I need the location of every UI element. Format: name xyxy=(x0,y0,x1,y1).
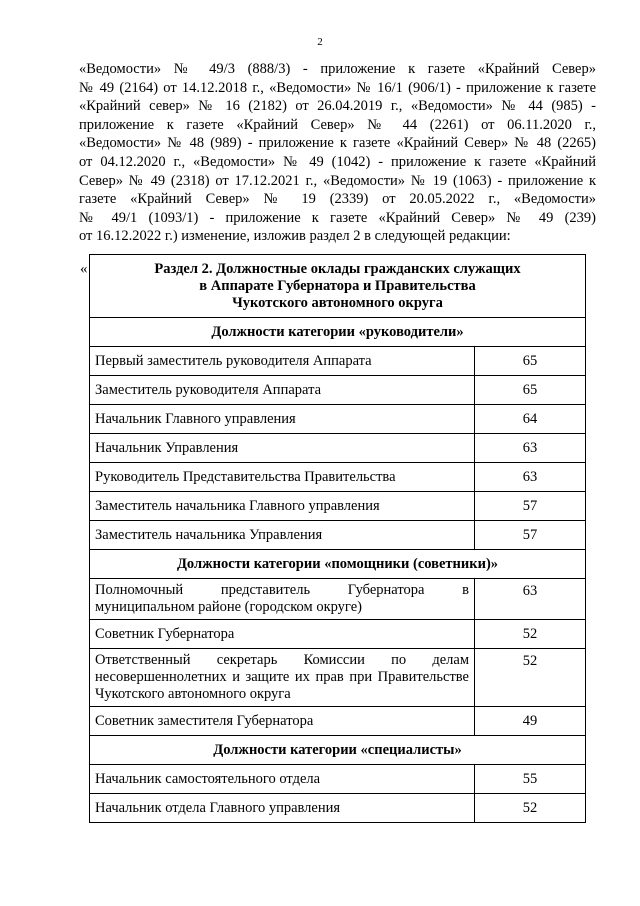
table-row xyxy=(90,463,586,492)
intro-line: от 16.12.2022 г.) изменение, изложив раздел 2 в следующей редакции: xyxy=(79,228,511,245)
salary-value: 49 xyxy=(475,707,586,736)
position-name: Руководитель Представительства Правительства xyxy=(90,463,475,492)
salary-value: 63 xyxy=(475,579,586,620)
position-name: Начальник отдела Главного управления xyxy=(90,794,475,823)
table-row xyxy=(90,765,586,794)
table-row xyxy=(90,376,586,405)
category-title: Должности категории «руководители» xyxy=(90,318,586,347)
table-row xyxy=(90,794,586,823)
table-row xyxy=(90,521,586,550)
position-name: Первый заместитель руководителя Аппарата xyxy=(90,347,475,376)
salary-value: 52 xyxy=(475,649,586,707)
caption-line: Чукотского автономного округа xyxy=(232,294,443,311)
page-number: 2 xyxy=(317,36,323,48)
position-name: Начальник Управления xyxy=(90,434,475,463)
intro-line: «Крайний север» № 16 (2182) от 26.04.2019 г., «Ведомости» № 44 (985) - xyxy=(79,98,596,115)
position-name: Ответственный секретарь Комиссии по делам несовершеннолетних и защите их прав при Правительстве Чукотского автономного округа xyxy=(90,649,475,707)
category-row xyxy=(90,736,586,765)
category-row xyxy=(90,550,586,579)
table-row xyxy=(90,620,586,649)
intro-line: газете «Крайний Север» № 19 (2339) от 20.05.2022 г., «Ведомости» xyxy=(79,191,596,208)
intro-line: № 49/1 (1093/1) - приложение к газете «Крайний Север» № 49 (239) xyxy=(79,209,596,226)
table-row xyxy=(90,405,586,434)
caption-line: в Аппарате Губернатора и Правительства xyxy=(199,277,476,294)
intro-line: «Ведомости» № 49/3 (888/3) - приложение к газете «Крайний Север» xyxy=(79,61,596,77)
salary-table xyxy=(89,254,586,823)
intro-paragraph xyxy=(79,60,596,246)
table-caption-row xyxy=(90,255,586,318)
salary-value: 65 xyxy=(475,376,586,405)
salary-value: 55 xyxy=(475,765,586,794)
table-caption xyxy=(90,255,586,318)
table-row xyxy=(90,434,586,463)
table-row xyxy=(90,649,586,707)
position-name: Советник Губернатора xyxy=(90,620,475,649)
salary-value: 52 xyxy=(475,794,586,823)
intro-line: Север» № 49 (2318) от 17.12.2021 г., «Ведомости» № 19 (1063) - приложение к xyxy=(79,172,596,189)
position-name: Заместитель руководителя Аппарата xyxy=(90,376,475,405)
salary-value: 63 xyxy=(475,434,586,463)
caption-line: Раздел 2. Должностные оклады гражданских служащих xyxy=(154,260,521,277)
category-title: Должности категории «помощники (советники)» xyxy=(90,550,586,579)
salary-value: 52 xyxy=(475,620,586,649)
table-row xyxy=(90,492,586,521)
category-row xyxy=(90,318,586,347)
intro-line: № 49 (2164) от 14.12.2018 г., «Ведомости» № 16/1 (906/1) - приложение к газете xyxy=(79,79,596,96)
position-name: Советник заместителя Губернатора xyxy=(90,707,475,736)
table-row xyxy=(90,347,586,376)
salary-value: 63 xyxy=(475,463,586,492)
intro-line: от 04.12.2020 г., «Ведомости» № 49 (1042) - приложение к газете «Крайний xyxy=(79,153,596,170)
table-row xyxy=(90,707,586,736)
salary-value: 57 xyxy=(475,521,586,550)
intro-line: приложение к газете «Крайний Север» № 44 (2261) от 06.11.2020 г., xyxy=(79,116,596,133)
category-title: Должности категории «специалисты» xyxy=(90,736,586,765)
table-row xyxy=(90,579,586,620)
salary-value: 65 xyxy=(475,347,586,376)
position-name: Заместитель начальника Главного управления xyxy=(90,492,475,521)
position-name: Заместитель начальника Управления xyxy=(90,521,475,550)
position-name: Начальник самостоятельного отдела xyxy=(90,765,475,794)
salary-value: 57 xyxy=(475,492,586,521)
position-name: Начальник Главного управления xyxy=(90,405,475,434)
position-name: Полномочный представитель Губернатора в муниципальном районе (городском округе) xyxy=(90,579,475,620)
opening-quote: « xyxy=(80,261,88,277)
salary-value: 64 xyxy=(475,405,586,434)
intro-line: «Ведомости» № 48 (989) - приложение к газете «Крайний Север» № 48 (2265) xyxy=(79,135,596,152)
